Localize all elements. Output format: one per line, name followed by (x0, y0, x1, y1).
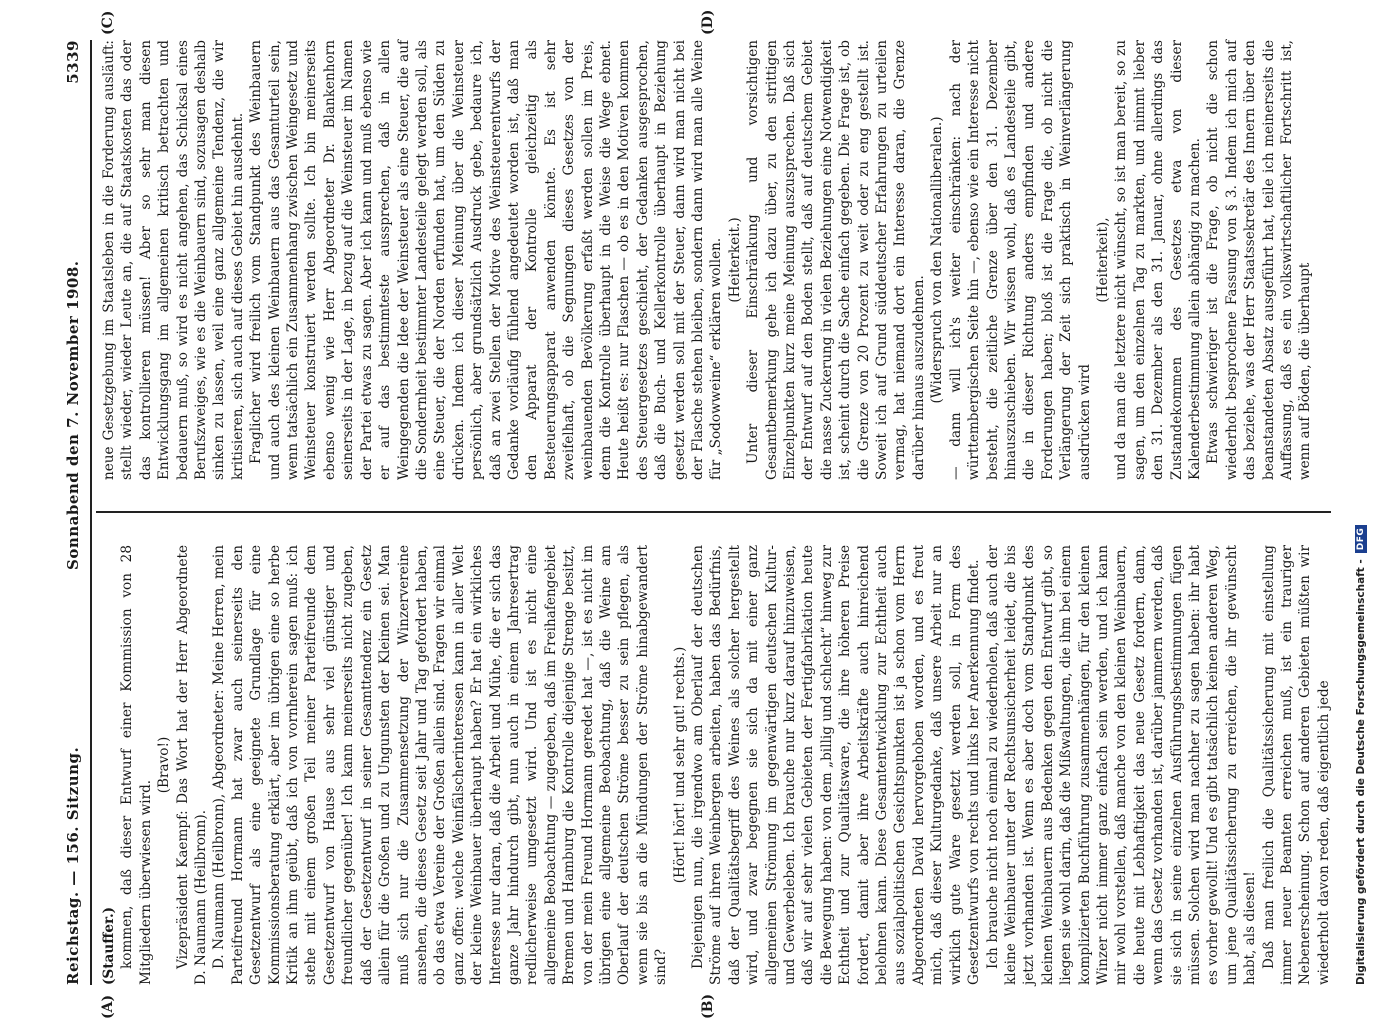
column-divider (96, 511, 1331, 513)
margin-marker-a: (A) (100, 994, 116, 1019)
paragraph: — dann will ich's weiter einschränken: nach der württembergischen Seite hin —, ebenso wie ein Interesse nicht besteht, die zeitliche Grenze über den 31. Dezember hinauszuschieben. Wir wissen wohl, daß es Landesteile gibt, die in dieser Richtung anders empfinden und andere Forderungen haben; bloß ist die Frage die, ob nicht die Verlängerung der Zeit sich praktisch in Weinverlängerung ausdrücken wird (947, 40, 1093, 480)
page-number: 5339 (64, 40, 82, 84)
left-text-column (100, 545, 1332, 985)
header-rule (90, 40, 92, 985)
paragraph: Ich brauche nicht noch einmal zu wiederholen, daß auch der kleine Weinbauer unter der Rechtsunsicherheit leidet, die bis jetzt vorhanden ist. Wenn es aber doch vom Standpunkt des kleinen Weinbauern aus Bedenken gegen den Entwurf gibt, so liegen sie wohl darin, daß die Mißwaltungen, die ihm bei einem komplizierten Buchführung zusammenhängen, für den kleinen Winzer nicht immer ganz einfach sein werden, und ich kann mir wohl vorstellen, daß manche von den kleinen Weinbauern, die heute mit Lebhaftigkeit das neue Gesetz fordern, dann, wenn das Gesetz vorhanden ist, darüber jammern werden, daß sie sich in seine einzelnen Ausführungsbestimmungen fügen müssen. Solchen wird man nachher zu sagen haben: ihr habt es vorher gewollt! Und es gibt tatsächlich keinen anderen Weg, um jene Qualitätssicherung zu erreichen, die ihr gewünscht habt, als diesen! (984, 545, 1259, 985)
speaker-bracket: (Stauffer.) (101, 906, 117, 985)
interjection: (Heiterkeit), (1094, 217, 1111, 303)
dfg-logo-badge: DFG (1355, 525, 1367, 554)
paragraph: Unter dieser Einschränkung und vorsichtigen Gesamtbemerkung gehe ich dazu über, zu den strittigen Einzelpunkten kurz meine Meinung auszusprechen. Daß sich der Entwurf auf den Boden stellt, daß auf deutschem Gebiet die nasse Zuckerung in vielen Beziehungen eine Notwendigkeit ist, scheint durch die Sache einfach gegeben. Die Frage ist, ob die Grenze von 20 Prozent zu weit oder zu eng gestellt ist. Soweit ich auf Grund süddeutscher Erfahrungen zu urteilen vermag, hat niemand dort ein Interesse daran, die Grenze darüber hinaus auszudehnen. (745, 40, 927, 480)
paragraph: Daß man freilich die Qualitätssicherung mit einstellung immer neuer Beamten erreichen muß, ist ein trauriger Nebenerscheinung. Schon auf anderen Gebieten müßten wir wiederholt davon reden, daß eigentlich jede (1260, 545, 1332, 985)
interjection: (Widerspruch von den Nationalliberalen.) (929, 116, 946, 404)
page-header (60, 40, 86, 985)
right-text-column (100, 40, 1325, 480)
digitization-credit (1355, 25, 1367, 985)
header-date: Sonnabend den 7. November 1908. (64, 260, 82, 571)
interjection: (Hört! hört! und sehr gut! rechts.) (671, 646, 688, 884)
interjection: (Bravo!) (156, 736, 173, 794)
paragraph: D. Naumann (Heilbronn), Abgeordneter: Meine Herren, mein Parteifreund Hormann hat zwar auch seinerseits den Gesetzentwurf als eine geeignete Grundlage für eine Kommissionsberatung erklärt, aber im übrigen eine so herbe Kritik an ihm geübt, daß ich von vornherein sagen muß: ich stehe mit einem großen Teil meiner Parteifreunde dem Gesetzentwurf von Hause aus sehr viel günstiger und freundlicher gegenüber! Ich kann meinerseits nicht zugeben, daß der Gesetzentwurf in seiner Gesamttendenz ein Gesetz allein für die Großen und zu Ungunsten der Kleinen sei. Man muß sich nur die Zusammensetzung der Winzervereine ansehen, die dieses Gesetz seit Jahr und Tag gefordert haben, ob das etwa Vereine der Großen allein sind. Fragen wir einmal ganz offen: welche Weinfälscherinteressen kann in aller Welt der kleine Weinbauer überhaupt haben? Er hat ein wirkliches Interesse nur daran, daß die Arbeit und Mühe, die er sich das ganze Jahr hindurch gibt, nun auch in einem Jahresertrag redlicherweise umgesetzt wird. Und ist es nicht eine allgemeine Beobachtung — zugegeben, daß im Freihafengebiet Bremen und Hamburg die Kontrolle diejenige Strenge besitzt, von der mein Freund Hormann geredet hat —, ist es nicht im übrigen eine allgemeine Beobachtung, daß die Weine am Oberlauf der deutschen Ströme besser zu sein pflegen, als wenn sie bis an die Mündungen der Ströme hinabgewandert sind? (211, 545, 670, 985)
margin-marker-c: (C) (100, 10, 116, 35)
paragraph: Fraglicher wird freilich vom Standpunkt des Weinbauern und auch des kleinen Weinbauern aus das Gesamturteil sein, wenn tatsächlich ein Zusammenhang zwischen Weingesetz und Weinsteuer konstruiert werden sollte. Ich bin meinerseits ebenso wenig wie Herr Abgeordneter Dr. Blankenhorn seinerseits in der Lage, in bezug auf die Weinsteuer im Namen der Partei etwas zu sagen. Aber ich kann und muß ebenso wie er auf das bestimmteste aussprechen, daß in allen Weingegenden die Idee der Weinsteuer als eine Steuer, die auf die Sondernheit bestimmter Landesteile gelegt werden soll, als eine Steuer, die der Norden erfunden hat, um den Süden zu drücken. Indem ich dieser Meinung über die Weinsteuer persönlich, aber grundsätzlich Ausdruck gebe, bedaure ich, daß an zwei Stellen der Motive des Weinsteuerentwurfs der Gedanke vorläufig fühlend angedeutet worden ist, daß man den Apparat der Kontrolle gleichzeitig als Besteuerungsapparat anwenden könnte. Es ist sehr zweifelhaft, ob die Segnungen dieses Gesetzes von der weinbauenden Bevölkerung erfaßt werden sollen im Preis, denn die Kontrolle überhaupt in die Weise die Wege ebnet. Heute heißt es: nur Flaschen — ob es in den Motiven kommen des Steuergesetzes geschieht, der Gedanken ausgesprochen, daß die Buch- und Kellerkontrolle überhaupt in Beziehung gesetzt werden soll mit der Steuer, dann wird man nicht bei der Flasche stehen bleiben, sondern dann wird man alle Weine für „Sodowweine“ erklären wollen. (248, 40, 725, 480)
margin-marker-d: (D) (700, 9, 716, 35)
credit-text: Digitalisierung gefördert durch die Deutsche Forschungsgemeinschaft - (1355, 559, 1367, 985)
paragraph: Diejenigen nun, die irgendwo am Oberlauf der deutschen Ströme auf ihren Weinbergen arbeiten, haben das Bedürfnis, daß der Qualitätsbegriff des Weines als solcher hergestellt wird, und zwar begegnen sie sich da mit einer ganz allgemeinen Strömung im gegenwärtigen deutschen Kultur- und Gewerbeleben. Ich brauche nur kurz darauf hinzuweisen, daß wir auf sehr vielen Gebieten der Fertigfabrikation heute die Bewegung haben: von dem „billig und schlecht“ hinweg zur Echtheit und zur Qualitätsware, die ihre höheren Preise fordert, damit aber ihre Arbeitskräfte auch hinreichend belohnen kann. Diese Gesamtentwicklung zur Echtheit auch aus sozialpolitischen Gesichtspunkten ist ja schon vom Herrn Abgeordneten David hervorgehoben worden, und es freut mich, daß dieser Kulturgedanke, daß unsere Arbeit nur an wirklich gute Ware gesetzt werden soll, in Form des Gesetzentwurfs von rechts und links her Anerkennung findet. (690, 545, 983, 985)
paragraph: Vizepräsident Kaempf: Das Wort hat der Herr Abgeordnete D. Naumann (Heilbronn). (174, 545, 210, 985)
rotated-document-page (60, 9, 1335, 1019)
paragraph: und da man die letztere nicht wünscht, so ist man bereit, so zu sagen, um den einzelnen Tag zu markten, und nimmt lieber den 31. Dezember als den 31. Januar, ohne allerdings das Zustandekommen des Gesetzes etwa von dieser Kalenderbestimmung allein abhängig zu machen. (1113, 40, 1203, 480)
paragraph: neue Gesetzgebung im Staatsleben in die Forderung ausläuft: stellt wieder, wieder Leute an, die auf Staatskosten das oder das kontrollieren müssen! Aber so sehr man diesen Entwicklungsgang im allgemeinen kritisch betrachten und bedauern muß, so wird es nicht angehen, das Schicksal eines Berufszweiges, wie es die Weinbauern sind, sozusagen deshalb sinken zu lassen, weil eine ganz allgemeine Tendenz, die wir kritisieren, sich auch auf dieses Gebiet hin ausdehnt. (101, 40, 246, 480)
header-session: Reichstag. — 156. Sitzung. (64, 746, 82, 985)
paragraph: kommen, daß dieser Entwurf einer Kommission von 28 Mitgliedern überwiesen wird. (119, 545, 154, 985)
margin-marker-b: (B) (700, 993, 716, 1019)
interjection: (Heiterkeit.) (726, 217, 743, 303)
paragraph: Etwas schwieriger ist die Frage, ob nicht die schon wiederholt besprochene Fassung von § 3. Indem ich mich auf das beziehe, was der Herr Staatssekretär des Innern über den beanstandeten Absatz ausgeführt hat, teile ich meinerseits die Auffassung, daß es ein volkswirtschaftlicher Fortschritt ist, wenn auf Böden, die überhaupt (1205, 40, 1314, 480)
